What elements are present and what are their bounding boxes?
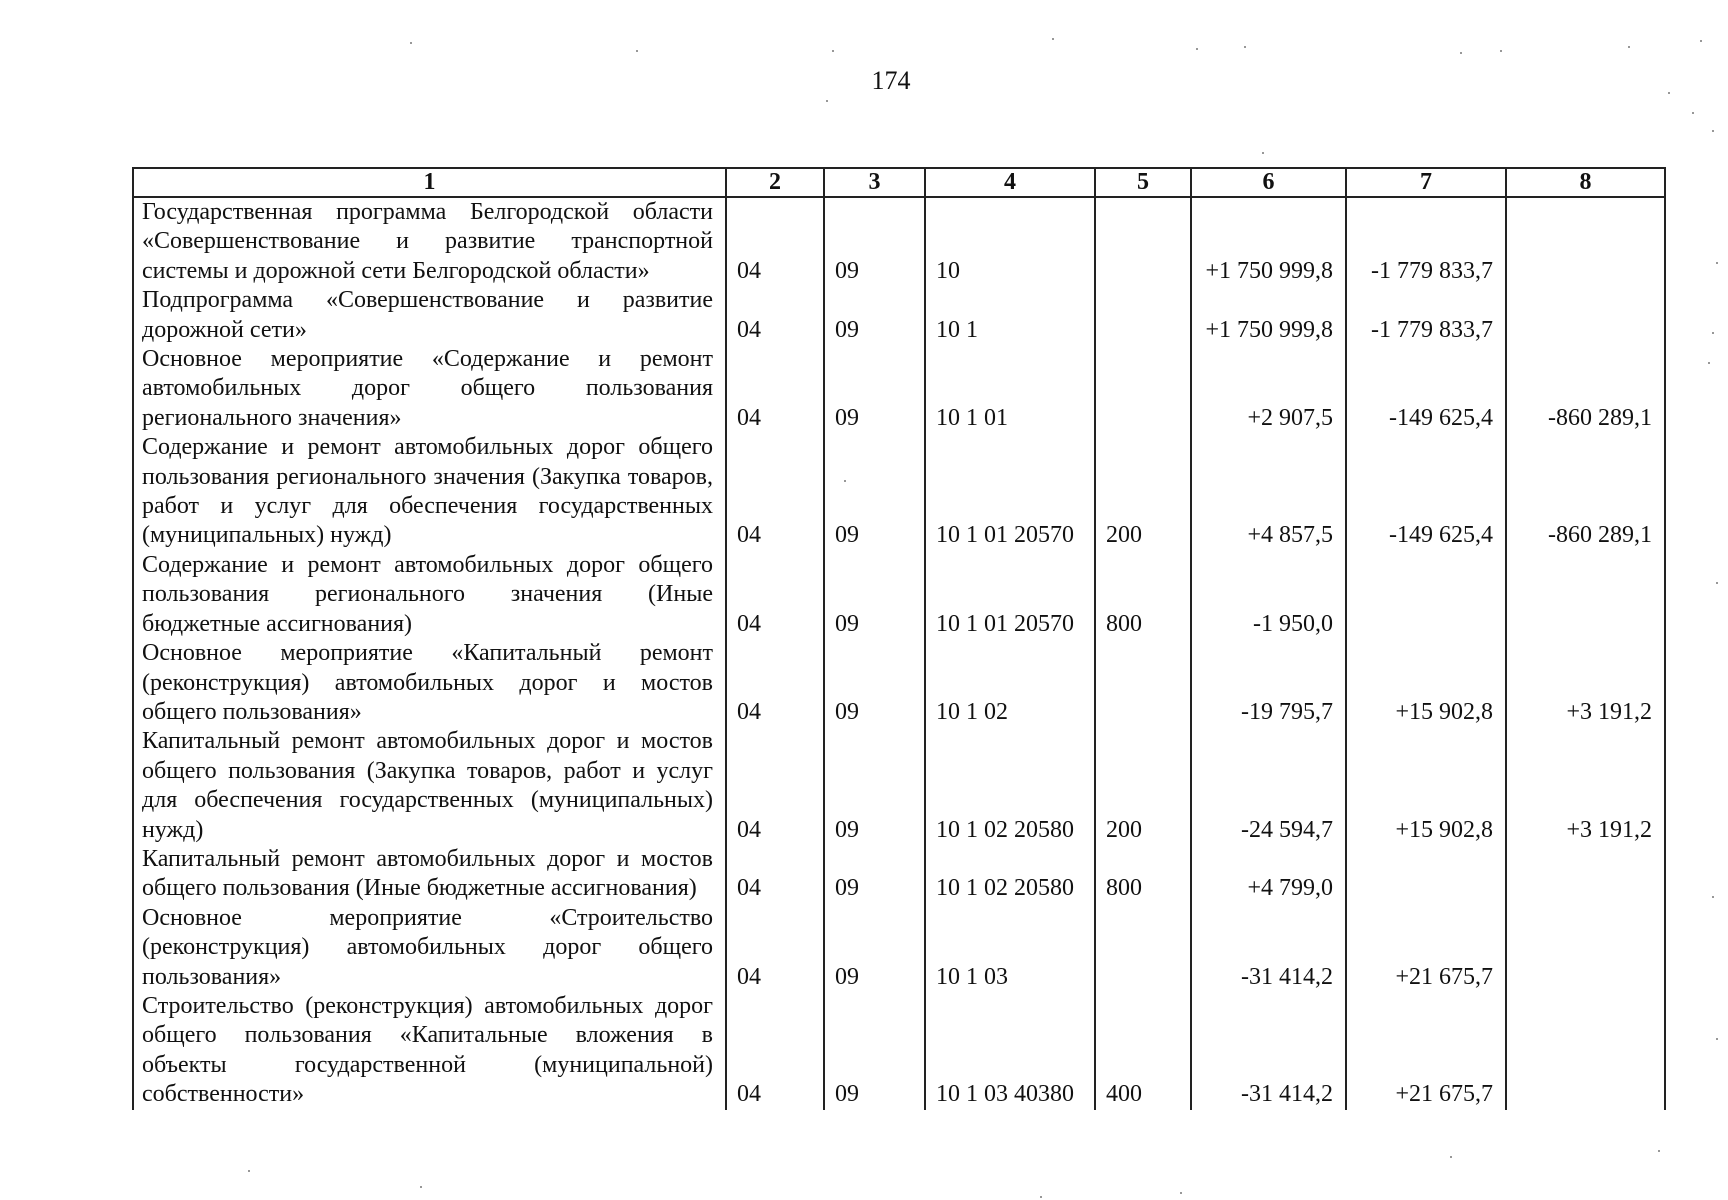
row-amount-6: -1 950,0 [1191,551,1346,639]
row-amount-8 [1506,845,1665,904]
row-amount-7: -1 779 833,7 [1346,286,1506,345]
row-name: Строительство (реконструкция) автомобильных дорог общего пользования «Капитальные вложения в объекты государственной (муниципальной) собственности» [133,992,726,1110]
row-amount-8: +3 191,2 [1506,727,1665,845]
page-number: 174 [871,66,911,95]
budget-table [132,167,1666,1110]
row-amount-7: +15 902,8 [1346,639,1506,727]
row-section: 04 [726,345,824,433]
row-amount-8 [1506,551,1665,639]
row-section: 04 [726,286,824,345]
row-name: Основное мероприятие «Содержание и ремонт автомобильных дорог общего пользования регионального значения» [133,345,726,433]
row-section: 04 [726,904,824,992]
header-col-6: 6 [1191,168,1346,197]
row-expense-type: 200 [1095,433,1191,551]
row-expense-type [1095,345,1191,433]
row-expense-type: 400 [1095,992,1191,1110]
header-row [133,168,1665,197]
row-section: 04 [726,551,824,639]
row-expense-type: 200 [1095,727,1191,845]
row-name: Содержание и ремонт автомобильных дорог общего пользования регионального значения (Иные бюджетные ассигнования) [133,551,726,639]
row-amount-8 [1506,904,1665,992]
row-amount-7: +21 675,7 [1346,992,1506,1110]
row-amount-7: -1 779 833,7 [1346,197,1506,286]
row-amount-7: -149 625,4 [1346,433,1506,551]
row-target-article: 10 1 02 20580 [925,727,1095,845]
row-amount-6: +1 750 999,8 [1191,286,1346,345]
header-col-3: 3 [824,168,925,197]
table-row [133,727,1665,845]
row-amount-6: +1 750 999,8 [1191,197,1346,286]
row-target-article: 10 1 03 40380 [925,992,1095,1110]
row-target-article: 10 1 03 [925,904,1095,992]
row-section: 04 [726,639,824,727]
row-name: Капитальный ремонт автомобильных дорог и мостов общего пользования (Закупка товаров, работ и услуг для обеспечения государственных (муниципальных) нужд) [133,727,726,845]
row-subsection: 09 [824,639,925,727]
row-expense-type: 800 [1095,551,1191,639]
row-target-article: 10 1 01 [925,345,1095,433]
row-amount-8: -860 289,1 [1506,433,1665,551]
row-amount-6: +4 799,0 [1191,845,1346,904]
row-subsection: 09 [824,197,925,286]
row-amount-7 [1346,845,1506,904]
row-name: Содержание и ремонт автомобильных дорог общего пользования регионального значения (Закупка товаров, работ и услуг для обеспечения государственных (муниципальных) нужд) [133,433,726,551]
row-expense-type [1095,904,1191,992]
row-target-article: 10 1 [925,286,1095,345]
row-subsection: 09 [824,345,925,433]
row-amount-6: -19 795,7 [1191,639,1346,727]
row-amount-7: +21 675,7 [1346,904,1506,992]
row-target-article: 10 1 02 [925,639,1095,727]
row-target-article: 10 1 01 20570 [925,433,1095,551]
row-subsection: 09 [824,286,925,345]
row-name: Подпрограмма «Совершенствование и развитие дорожной сети» [133,286,726,345]
table-row [133,433,1665,551]
header-col-2: 2 [726,168,824,197]
row-section: 04 [726,992,824,1110]
row-subsection: 09 [824,845,925,904]
table-row [133,197,1665,286]
row-amount-7: -149 625,4 [1346,345,1506,433]
row-amount-8 [1506,992,1665,1110]
row-subsection: 09 [824,992,925,1110]
header-col-5: 5 [1095,168,1191,197]
row-name: Основное мероприятие «Капитальный ремонт (реконструкция) автомобильных дорог и мостов общего пользования» [133,639,726,727]
row-subsection: 09 [824,551,925,639]
row-subsection: 09 [824,727,925,845]
table-row [133,286,1665,345]
row-amount-6: +4 857,5 [1191,433,1346,551]
header-col-4: 4 [925,168,1095,197]
row-amount-8 [1506,197,1665,286]
row-amount-6: -24 594,7 [1191,727,1346,845]
row-amount-7 [1346,551,1506,639]
row-name: Основное мероприятие «Строительство (реконструкция) автомобильных дорог общего пользования» [133,904,726,992]
table-row [133,845,1665,904]
row-amount-6: -31 414,2 [1191,992,1346,1110]
row-section: 04 [726,197,824,286]
row-amount-6: +2 907,5 [1191,345,1346,433]
row-subsection: 09 [824,433,925,551]
row-amount-6: -31 414,2 [1191,904,1346,992]
row-section: 04 [726,845,824,904]
row-expense-type [1095,639,1191,727]
table-row [133,345,1665,433]
header-col-1: 1 [133,168,726,197]
header-col-8: 8 [1506,168,1665,197]
row-name: Капитальный ремонт автомобильных дорог и мостов общего пользования (Иные бюджетные ассигнования) [133,845,726,904]
row-expense-type [1095,286,1191,345]
row-expense-type [1095,197,1191,286]
row-section: 04 [726,433,824,551]
row-amount-8 [1506,286,1665,345]
row-expense-type: 800 [1095,845,1191,904]
row-subsection: 09 [824,904,925,992]
row-amount-7: +15 902,8 [1346,727,1506,845]
row-name: Государственная программа Белгородской области «Совершенствование и развитие транспортной системы и дорожной сети Белгородской области» [133,197,726,286]
table-row [133,639,1665,727]
row-section: 04 [726,727,824,845]
row-target-article: 10 1 01 20570 [925,551,1095,639]
row-target-article: 10 [925,197,1095,286]
table-row [133,904,1665,992]
row-amount-8: -860 289,1 [1506,345,1665,433]
table-row [133,551,1665,639]
row-target-article: 10 1 02 20580 [925,845,1095,904]
header-col-7: 7 [1346,168,1506,197]
table-row [133,992,1665,1110]
row-amount-8: +3 191,2 [1506,639,1665,727]
